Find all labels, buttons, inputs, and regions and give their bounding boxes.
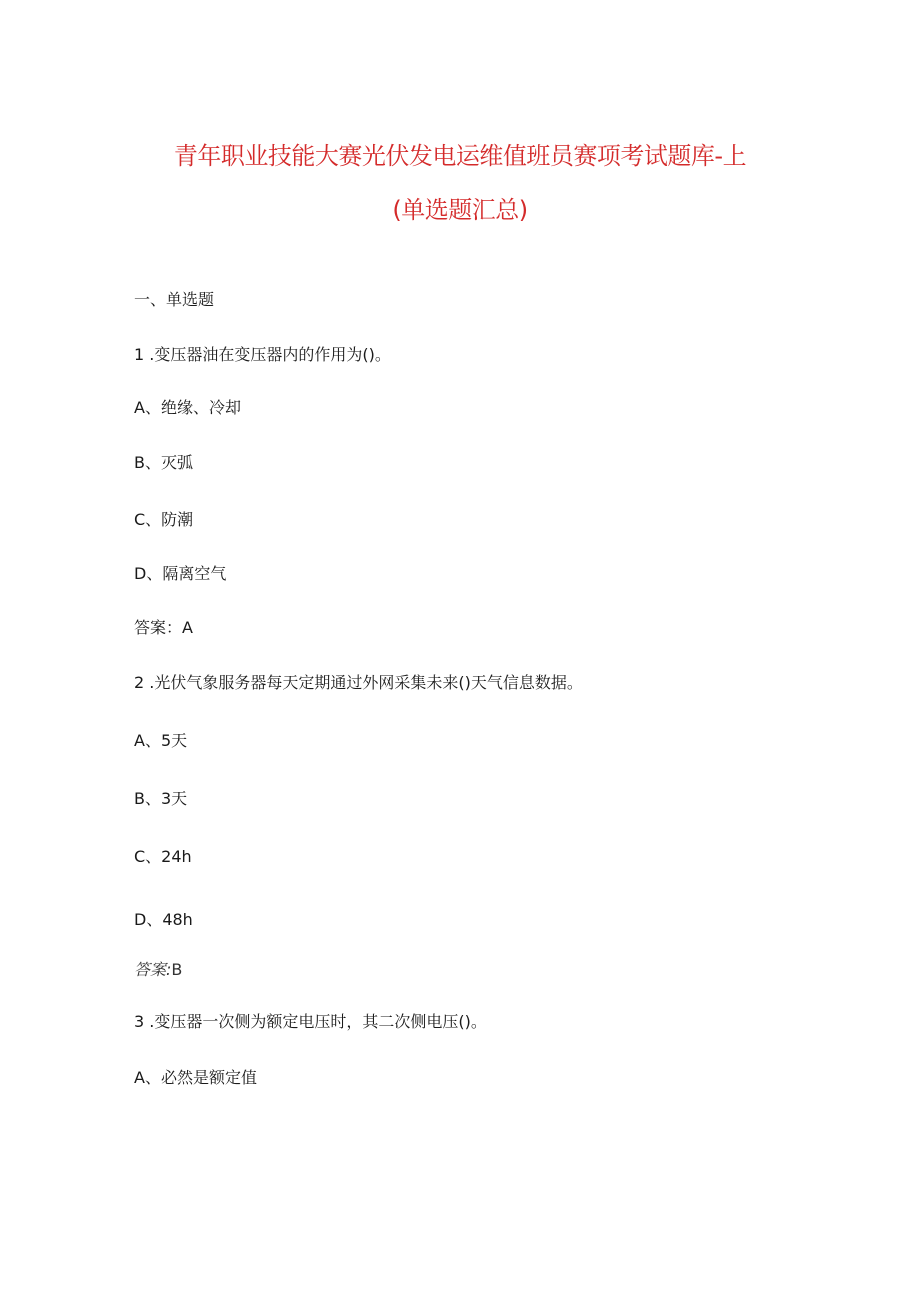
question-3-stem: 3 .变压器一次侧为额定电压时，其二次侧电压()。 (134, 1012, 487, 1031)
section-heading: 一、单选题 (134, 290, 215, 309)
question-2-answer-label: 答案: (134, 960, 172, 979)
question-2-option-a: A、5天 (134, 731, 188, 750)
document-title: 青年职业技能大赛光伏发电运维值班员赛项考试题库-上 (173, 142, 747, 170)
question-1-option-d: D、隔离空气 (134, 564, 227, 583)
question-1-option-a: A、绝缘、冷却 (134, 398, 241, 417)
question-2-answer (134, 960, 182, 980)
document-subtitle: (单选题汇总) (392, 196, 528, 224)
question-2-answer-value: B (171, 960, 183, 979)
question-1-option-c: C、防潮 (134, 510, 194, 529)
question-1-answer-value: A (182, 618, 193, 637)
question-1-answer-label: 答案： (134, 618, 183, 637)
question-2-stem: 2 .光伏气象服务器每天定期通过外网采集未来()天气信息数据。 (134, 673, 583, 692)
question-2-option-b: B、3天 (134, 789, 188, 808)
question-1-stem: 1 .变压器油在变压器内的作用为()。 (134, 345, 391, 364)
question-2-option-c: C、24h (134, 847, 192, 866)
question-1-option-b: B、灭弧 (134, 453, 193, 472)
question-1-answer (134, 618, 193, 638)
question-2-option-d: D、48h (134, 910, 193, 929)
question-3-option-a: A、必然是额定值 (134, 1068, 257, 1087)
